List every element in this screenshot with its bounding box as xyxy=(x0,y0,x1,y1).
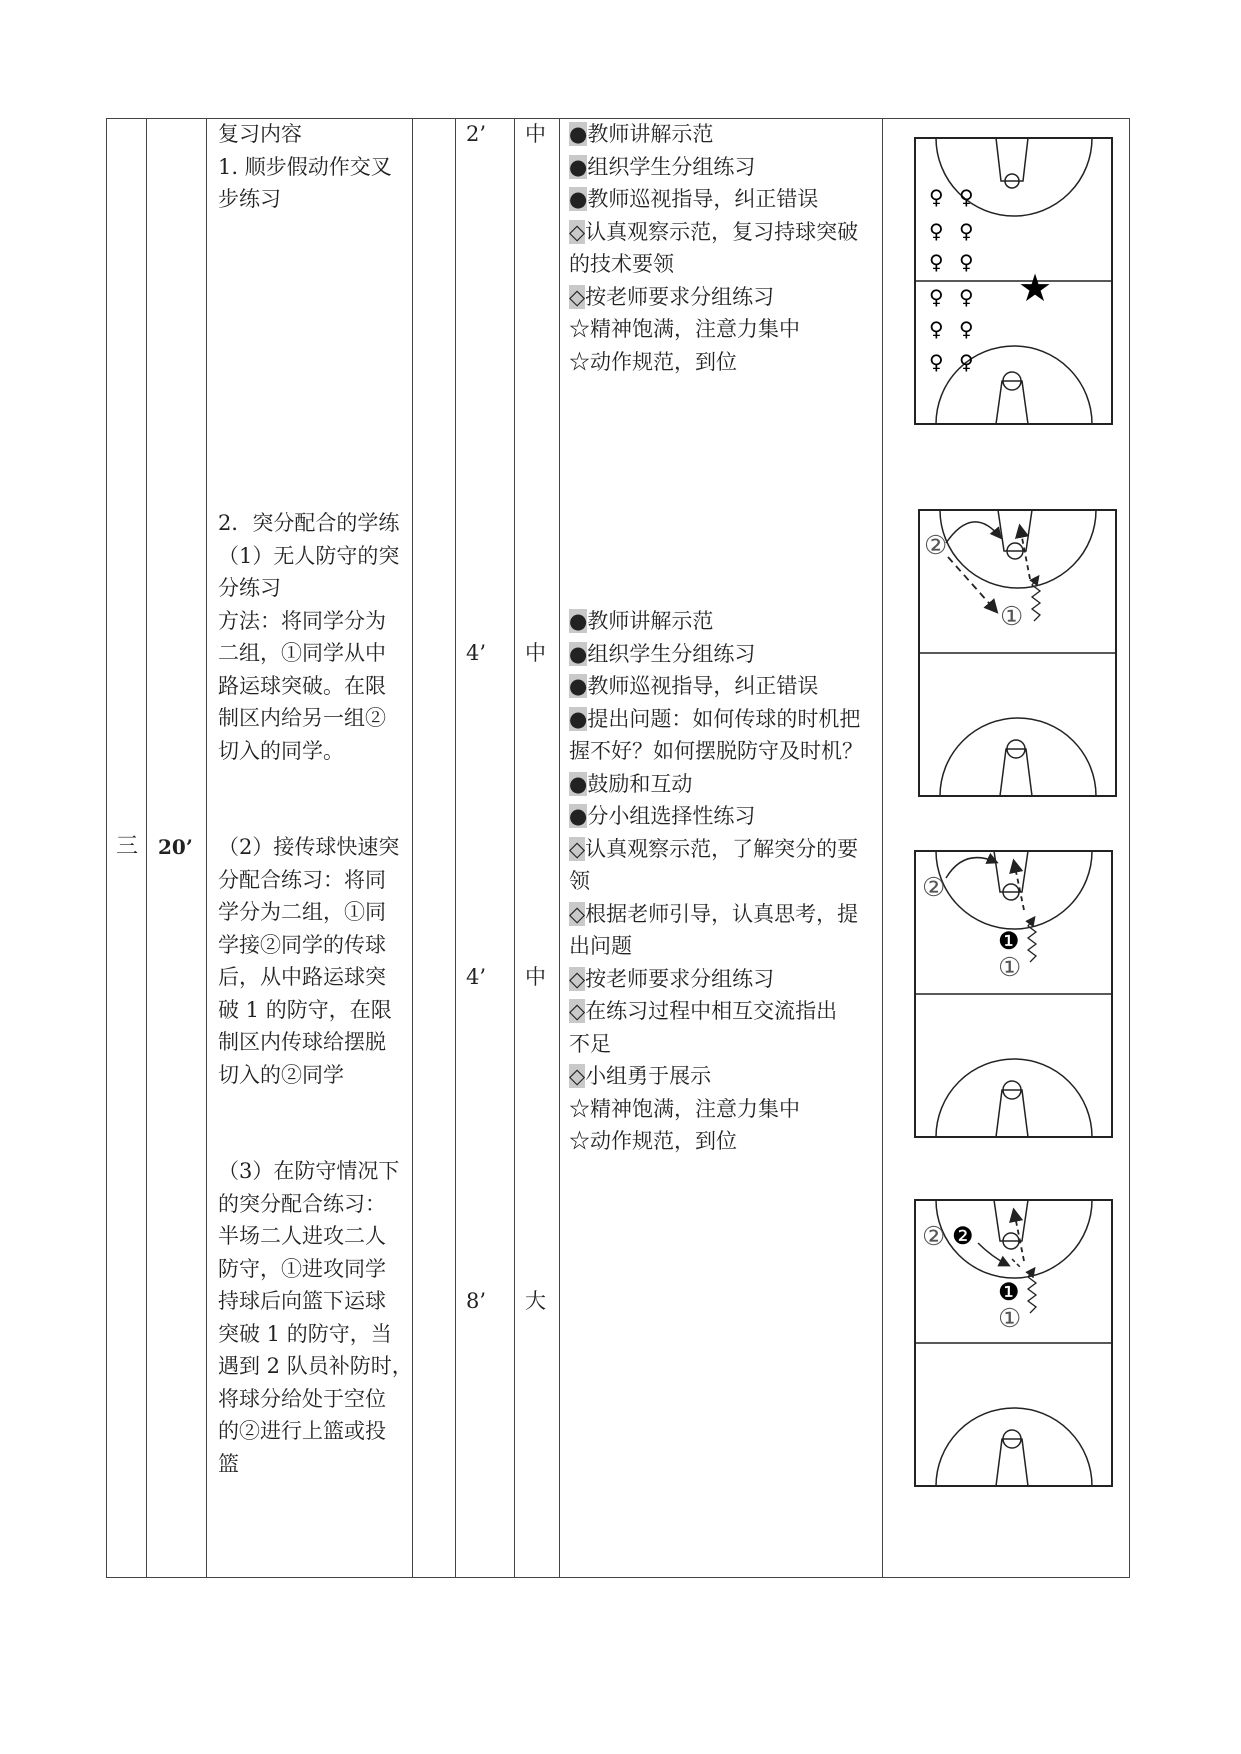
teacher-bullet-icon: ● xyxy=(569,122,588,146)
teacher-bullet-icon: ● xyxy=(569,187,588,211)
star-outline-icon: ☆ xyxy=(569,1129,590,1153)
student-diamond-icon: ◇ xyxy=(569,999,586,1023)
method-line: ●鼓励和互动 xyxy=(569,771,693,796)
defender-1-icon: ❶ xyxy=(998,927,1020,955)
intensity: 中 xyxy=(525,122,546,146)
content-line: 篮 xyxy=(218,1451,239,1476)
content-block-4 xyxy=(218,1155,413,1480)
defender-1-icon: ❶ xyxy=(998,1278,1020,1306)
content-block-1 xyxy=(218,118,392,216)
method-line: ☆精神饱满，注意力集中 xyxy=(569,1096,800,1121)
player-icon: ♀ xyxy=(959,185,974,209)
content-line: 步练习 xyxy=(218,187,281,211)
defender-2-icon: ❷ xyxy=(952,1222,974,1250)
player-icon: ♀ xyxy=(959,317,974,341)
content-line: 分配合练习：将同 xyxy=(218,867,386,892)
content-line: 破 1 的防守，在限 xyxy=(218,997,392,1022)
intensity: 大 xyxy=(525,1289,546,1313)
methods-block-2 xyxy=(569,605,863,1158)
content-line: （3）在防守情况下 xyxy=(218,1159,400,1183)
content-line: 复习内容 xyxy=(218,122,302,146)
teacher-bullet-icon: ● xyxy=(569,641,588,666)
cut-path-arrow xyxy=(946,522,1000,543)
help-defense-arrow xyxy=(978,1243,1008,1265)
player-icon: ♀ xyxy=(929,285,944,309)
content-line: 分练习 xyxy=(218,576,281,600)
three-point-arc xyxy=(940,718,1096,796)
teacher-bullet-icon: ● xyxy=(569,674,588,698)
three-point-arc xyxy=(940,510,1096,588)
dribble-path-icon xyxy=(1032,577,1040,621)
content-block-3 xyxy=(218,831,399,1091)
court-diagram-formation xyxy=(914,137,1114,427)
content-line: 学接②同学的传球 xyxy=(218,932,386,957)
content-block-2 xyxy=(218,507,399,767)
column-divider xyxy=(882,118,883,1578)
method-line: ◇按老师要求分组练习 xyxy=(569,284,775,309)
content-line: 突破 1 的防守，当 xyxy=(218,1321,392,1346)
teacher-bullet-icon: ● xyxy=(569,154,588,179)
method-line: ●教师巡视指导，纠正错误 xyxy=(569,674,819,698)
method-line: 领 xyxy=(569,869,590,893)
content-line: 学分为二组，①同 xyxy=(218,900,386,924)
key-area xyxy=(996,1439,1028,1486)
content-line: 遇到 2 队员补防时， xyxy=(218,1354,413,1378)
attacker-2-icon: ② xyxy=(922,873,946,903)
content-line: 方法：将同学分为 xyxy=(218,608,386,633)
key-area xyxy=(994,851,1028,892)
duration: 4’ xyxy=(466,965,487,989)
three-point-arc xyxy=(936,1059,1092,1137)
content-line: （1）无人防守的突 xyxy=(218,543,400,568)
method-line: 出问题 xyxy=(569,934,632,958)
teacher-bullet-icon: ● xyxy=(569,771,588,796)
method-line: 握不好？如何摆脱防守及时机？ xyxy=(569,739,863,763)
column-divider xyxy=(206,118,207,1578)
method-line: ◇在练习过程中相互交流指出 xyxy=(569,999,838,1023)
method-line: ●分小组选择性练习 xyxy=(569,804,756,828)
duration: 8’ xyxy=(466,1289,487,1313)
court-diagram-catch-drive xyxy=(914,850,1114,1140)
method-line: ●组织学生分组练习 xyxy=(569,641,756,666)
section-number: 三 xyxy=(116,834,139,859)
court-diagram-two-on-two xyxy=(914,1199,1114,1489)
methods-block-1 xyxy=(569,118,858,378)
method-line: ●提出问题：如何传球的时机把 xyxy=(569,706,861,731)
method-line: ◇小组勇于展示 xyxy=(569,1064,712,1088)
key-area xyxy=(994,1200,1028,1241)
content-line: 1. 顺步假动作交叉 xyxy=(218,154,392,179)
column-divider xyxy=(455,118,456,1578)
student-diamond-icon: ◇ xyxy=(569,1064,586,1088)
dribble-path-icon xyxy=(1028,918,1036,962)
content-line: 二组，①同学从中 xyxy=(218,641,386,665)
method-line: ☆动作规范，到位 xyxy=(569,349,737,374)
teacher-star-icon: ★ xyxy=(1018,266,1053,310)
attacker-1-icon: ① xyxy=(998,953,1022,983)
player-icon: ♀ xyxy=(929,317,944,341)
method-line: ●教师讲解示范 xyxy=(569,609,714,633)
method-line: 不足 xyxy=(569,1031,611,1056)
three-point-arc xyxy=(936,1408,1092,1486)
court-diagram-no-defense xyxy=(918,509,1118,799)
content-line: 切入的②同学 xyxy=(218,1062,344,1087)
content-line: 路运球突破。在限 xyxy=(218,673,386,698)
column-divider xyxy=(514,118,515,1578)
attacker-1-icon: ① xyxy=(998,1304,1022,1334)
student-diamond-icon: ◇ xyxy=(569,284,586,309)
intensity: 中 xyxy=(525,965,546,989)
attacker-2-icon: ② xyxy=(924,531,948,561)
method-line: ☆动作规范，到位 xyxy=(569,1129,737,1153)
teacher-bullet-icon: ● xyxy=(569,804,588,828)
content-line: 的②进行上篮或投 xyxy=(218,1419,386,1443)
star-outline-icon: ☆ xyxy=(569,1096,590,1121)
key-area xyxy=(1000,749,1032,796)
method-line: ◇认真观察示范，了解突分的要 xyxy=(569,836,859,861)
player-icon: ♀ xyxy=(929,219,944,243)
student-diamond-icon: ◇ xyxy=(569,219,586,244)
method-line: ◇按老师要求分组练习 xyxy=(569,966,775,991)
content-line: （2）接传球快速突 xyxy=(218,835,400,859)
duration: 4’ xyxy=(466,641,487,665)
key-area xyxy=(996,1090,1028,1137)
method-line: ●组织学生分组练习 xyxy=(569,154,756,179)
method-line: 的技术要领 xyxy=(569,252,674,276)
method-line: ●教师讲解示范 xyxy=(569,122,714,146)
attacker-2-icon: ② xyxy=(922,1222,946,1252)
player-icon: ♀ xyxy=(959,285,974,309)
content-line: 的突分配合练习： xyxy=(218,1191,386,1216)
pass-arrow xyxy=(1012,1259,1020,1267)
student-diamond-icon: ◇ xyxy=(569,836,586,861)
student-diamond-icon: ◇ xyxy=(569,966,586,991)
duration: 2’ xyxy=(466,122,487,146)
player-icon: ♀ xyxy=(959,350,974,374)
star-outline-icon: ☆ xyxy=(569,349,590,374)
player-icon: ♀ xyxy=(929,350,944,374)
attacker-1-icon: ① xyxy=(1000,602,1024,632)
star-outline-icon: ☆ xyxy=(569,317,590,341)
content-line: 后，从中路运球突 xyxy=(218,965,386,989)
column-divider xyxy=(146,118,147,1578)
student-diamond-icon: ◇ xyxy=(569,901,586,926)
player-icon: ♀ xyxy=(929,250,944,274)
content-line: 持球后向篮下运球 xyxy=(218,1289,386,1313)
intensity: 中 xyxy=(525,641,546,665)
section-time: 20’ xyxy=(158,835,193,859)
player-icon: ♀ xyxy=(959,219,974,243)
method-line: ◇认真观察示范，复习持球突破 xyxy=(569,219,859,244)
key-area xyxy=(996,381,1028,424)
content-line: 2．突分配合的学练 xyxy=(218,511,400,535)
column-divider xyxy=(559,118,560,1578)
teacher-bullet-icon: ● xyxy=(569,706,588,731)
content-line: 防守，①进攻同学 xyxy=(218,1256,386,1281)
teacher-bullet-icon: ● xyxy=(569,609,588,633)
content-line: 切入的同学。 xyxy=(218,738,344,763)
content-line: 将球分给处于空位 xyxy=(218,1386,386,1411)
player-icon: ♀ xyxy=(959,250,974,274)
key-area xyxy=(998,510,1032,551)
pass-arrow xyxy=(948,557,996,611)
method-line: ☆精神饱满，注意力集中 xyxy=(569,317,800,341)
content-line: 制区内给另一组② xyxy=(218,706,386,730)
method-line: ◇根据老师引导，认真思考，提 xyxy=(569,901,859,926)
player-icon: ♀ xyxy=(929,185,944,209)
content-line: 制区内传球给摆脱 xyxy=(218,1030,386,1054)
method-line: ●教师巡视指导，纠正错误 xyxy=(569,187,819,211)
content-line: 半场二人进攻二人 xyxy=(218,1224,386,1248)
cut-path-arrow xyxy=(946,858,996,878)
